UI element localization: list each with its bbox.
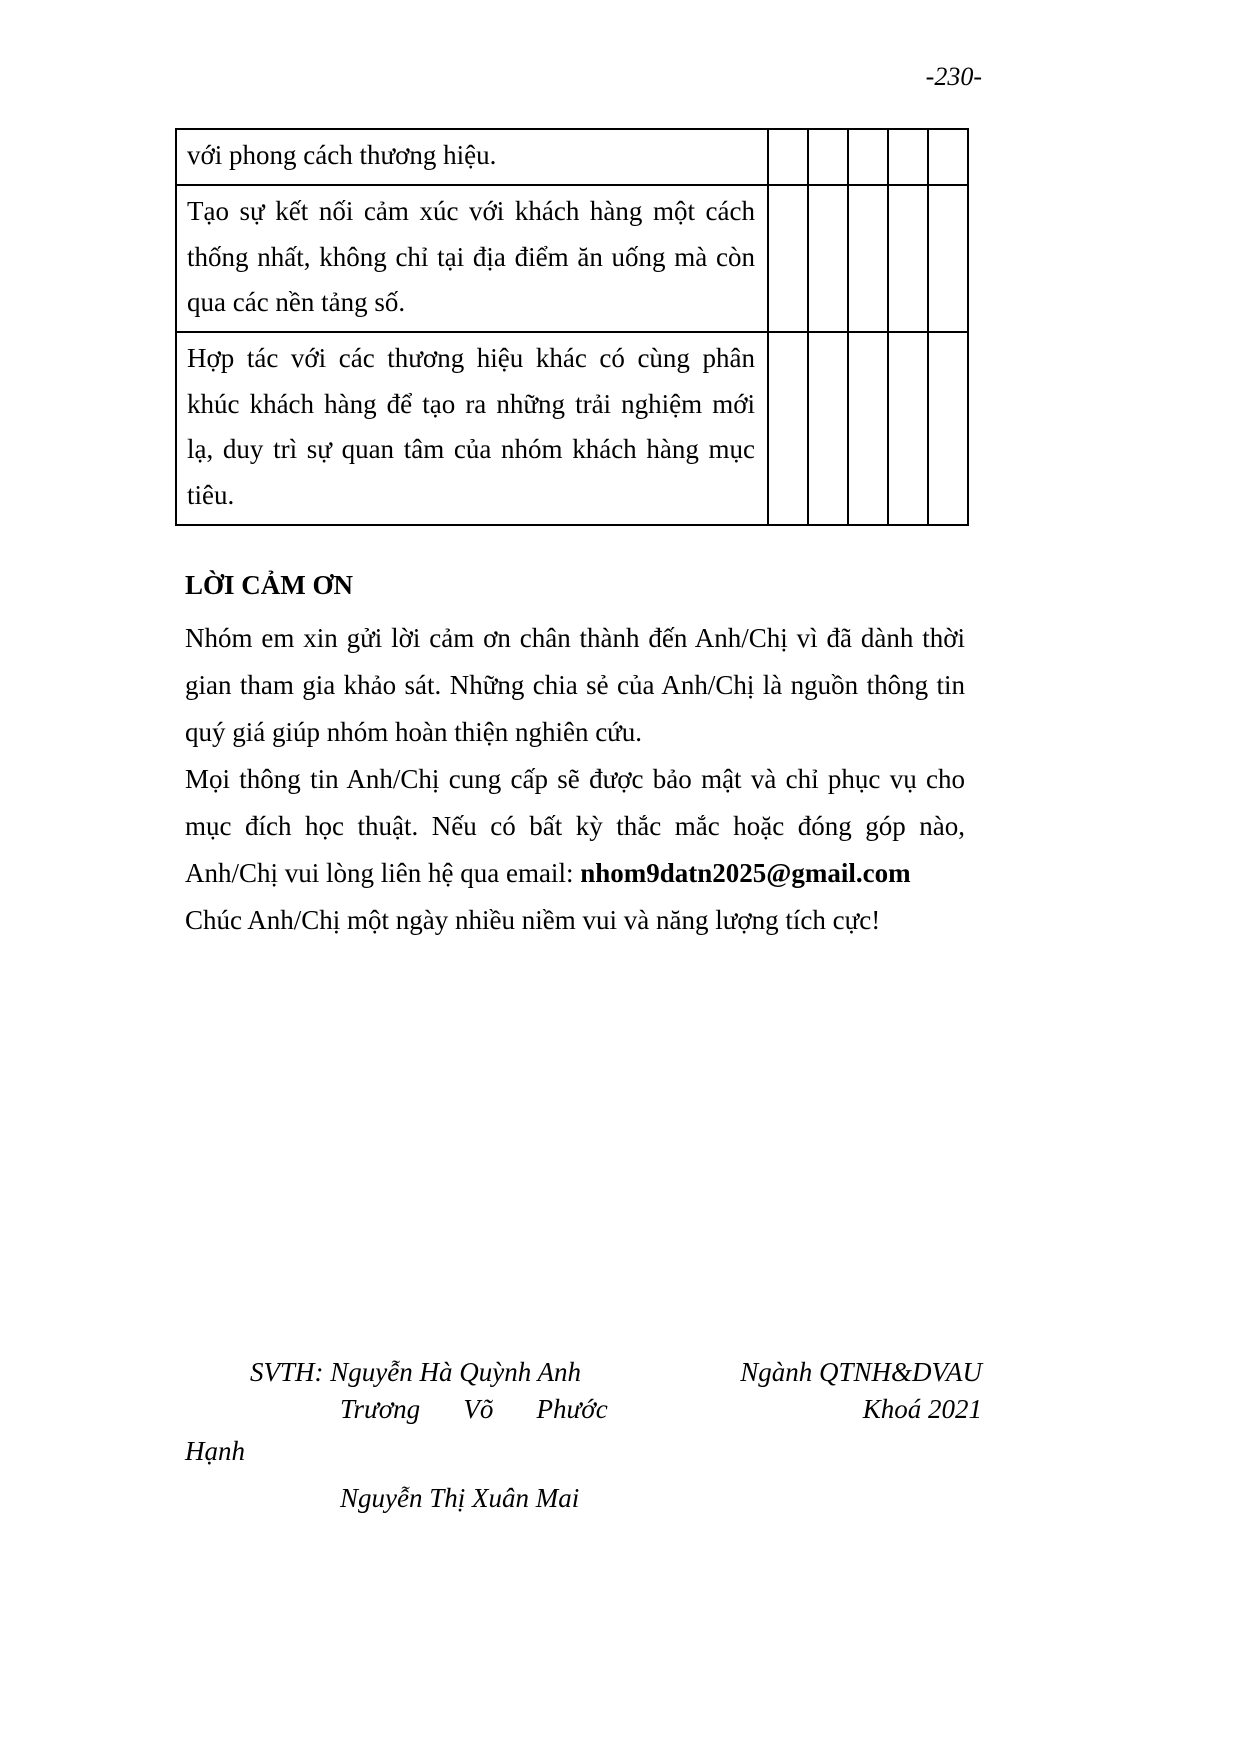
footer-student-2-wrap: Hạnh xyxy=(185,1435,245,1466)
rating-cell xyxy=(848,185,888,332)
acknowledgment-paragraph-3: Chúc Anh/Chị một ngày nhiều niềm vui và năng lượng tích cực! xyxy=(185,904,881,935)
footer-program xyxy=(740,1354,982,1429)
rating-cell xyxy=(888,332,928,524)
footer-program-name: Ngành QTNH&DVAU xyxy=(740,1357,982,1387)
rating-cell xyxy=(888,129,928,185)
rating-cell xyxy=(888,185,928,332)
footer-student-2: Trương Võ Phước xyxy=(340,1394,608,1425)
contact-email[interactable]: nhom9datn2025@gmail.com xyxy=(580,857,911,888)
footer-student-1: SVTH: Nguyễn Hà Quỳnh Anh xyxy=(250,1357,581,1387)
paragraph-2-text: Mọi thông tin Anh/Chị cung cấp sẽ được bảo mật và chỉ phục vụ cho mục đích học thuật. Nếu có bất kỳ thắc mắc hoặc đóng góp nào, Anh/Chị vui lòng liên hệ qua email: xyxy=(185,763,965,888)
question-cell: với phong cách thương hiệu. xyxy=(176,129,768,185)
question-cell: Tạo sự kết nối cảm xúc với khách hàng một cách thống nhất, không chỉ tại địa điểm ăn uống mà còn qua các nền tảng số. xyxy=(176,185,768,332)
acknowledgment-paragraph-2 xyxy=(185,756,965,897)
footer-students xyxy=(185,1354,745,1517)
rating-cell xyxy=(768,129,808,185)
rating-cell xyxy=(928,185,968,332)
table-row xyxy=(176,185,968,332)
page-content xyxy=(175,128,967,944)
question-cell: Hợp tác với các thương hiệu khác có cùng phân khúc khách hàng để tạo ra những trải nghiệm mới lạ, duy trì sự quan tâm của nhóm khách hàng mục tiêu. xyxy=(176,332,768,524)
rating-cell xyxy=(808,185,848,332)
rating-cell xyxy=(768,332,808,524)
page-number: -230- xyxy=(925,62,982,91)
rating-cell xyxy=(928,129,968,185)
survey-table xyxy=(175,128,969,526)
acknowledgment-heading: LỜI CẢM ƠN xyxy=(185,569,353,600)
acknowledgment-section xyxy=(175,570,967,944)
rating-cell xyxy=(928,332,968,524)
footer-student-3: Nguyễn Thị Xuân Mai xyxy=(340,1482,580,1513)
table-row xyxy=(176,129,968,185)
rating-cell xyxy=(808,332,848,524)
table-row xyxy=(176,332,968,524)
rating-cell xyxy=(808,129,848,185)
rating-cell xyxy=(848,332,888,524)
rating-cell xyxy=(768,185,808,332)
acknowledgment-paragraph-1: Nhóm em xin gửi lời cảm ơn chân thành đến Anh/Chị vì đã dành thời gian tham gia khảo sát. Những chia sẻ của Anh/Chị là nguồn thông tin quý giá giúp nhóm hoàn thiện nghiên cứu. xyxy=(185,622,965,747)
rating-cell xyxy=(848,129,888,185)
footer-cohort: Khoá 2021 xyxy=(862,1394,982,1425)
